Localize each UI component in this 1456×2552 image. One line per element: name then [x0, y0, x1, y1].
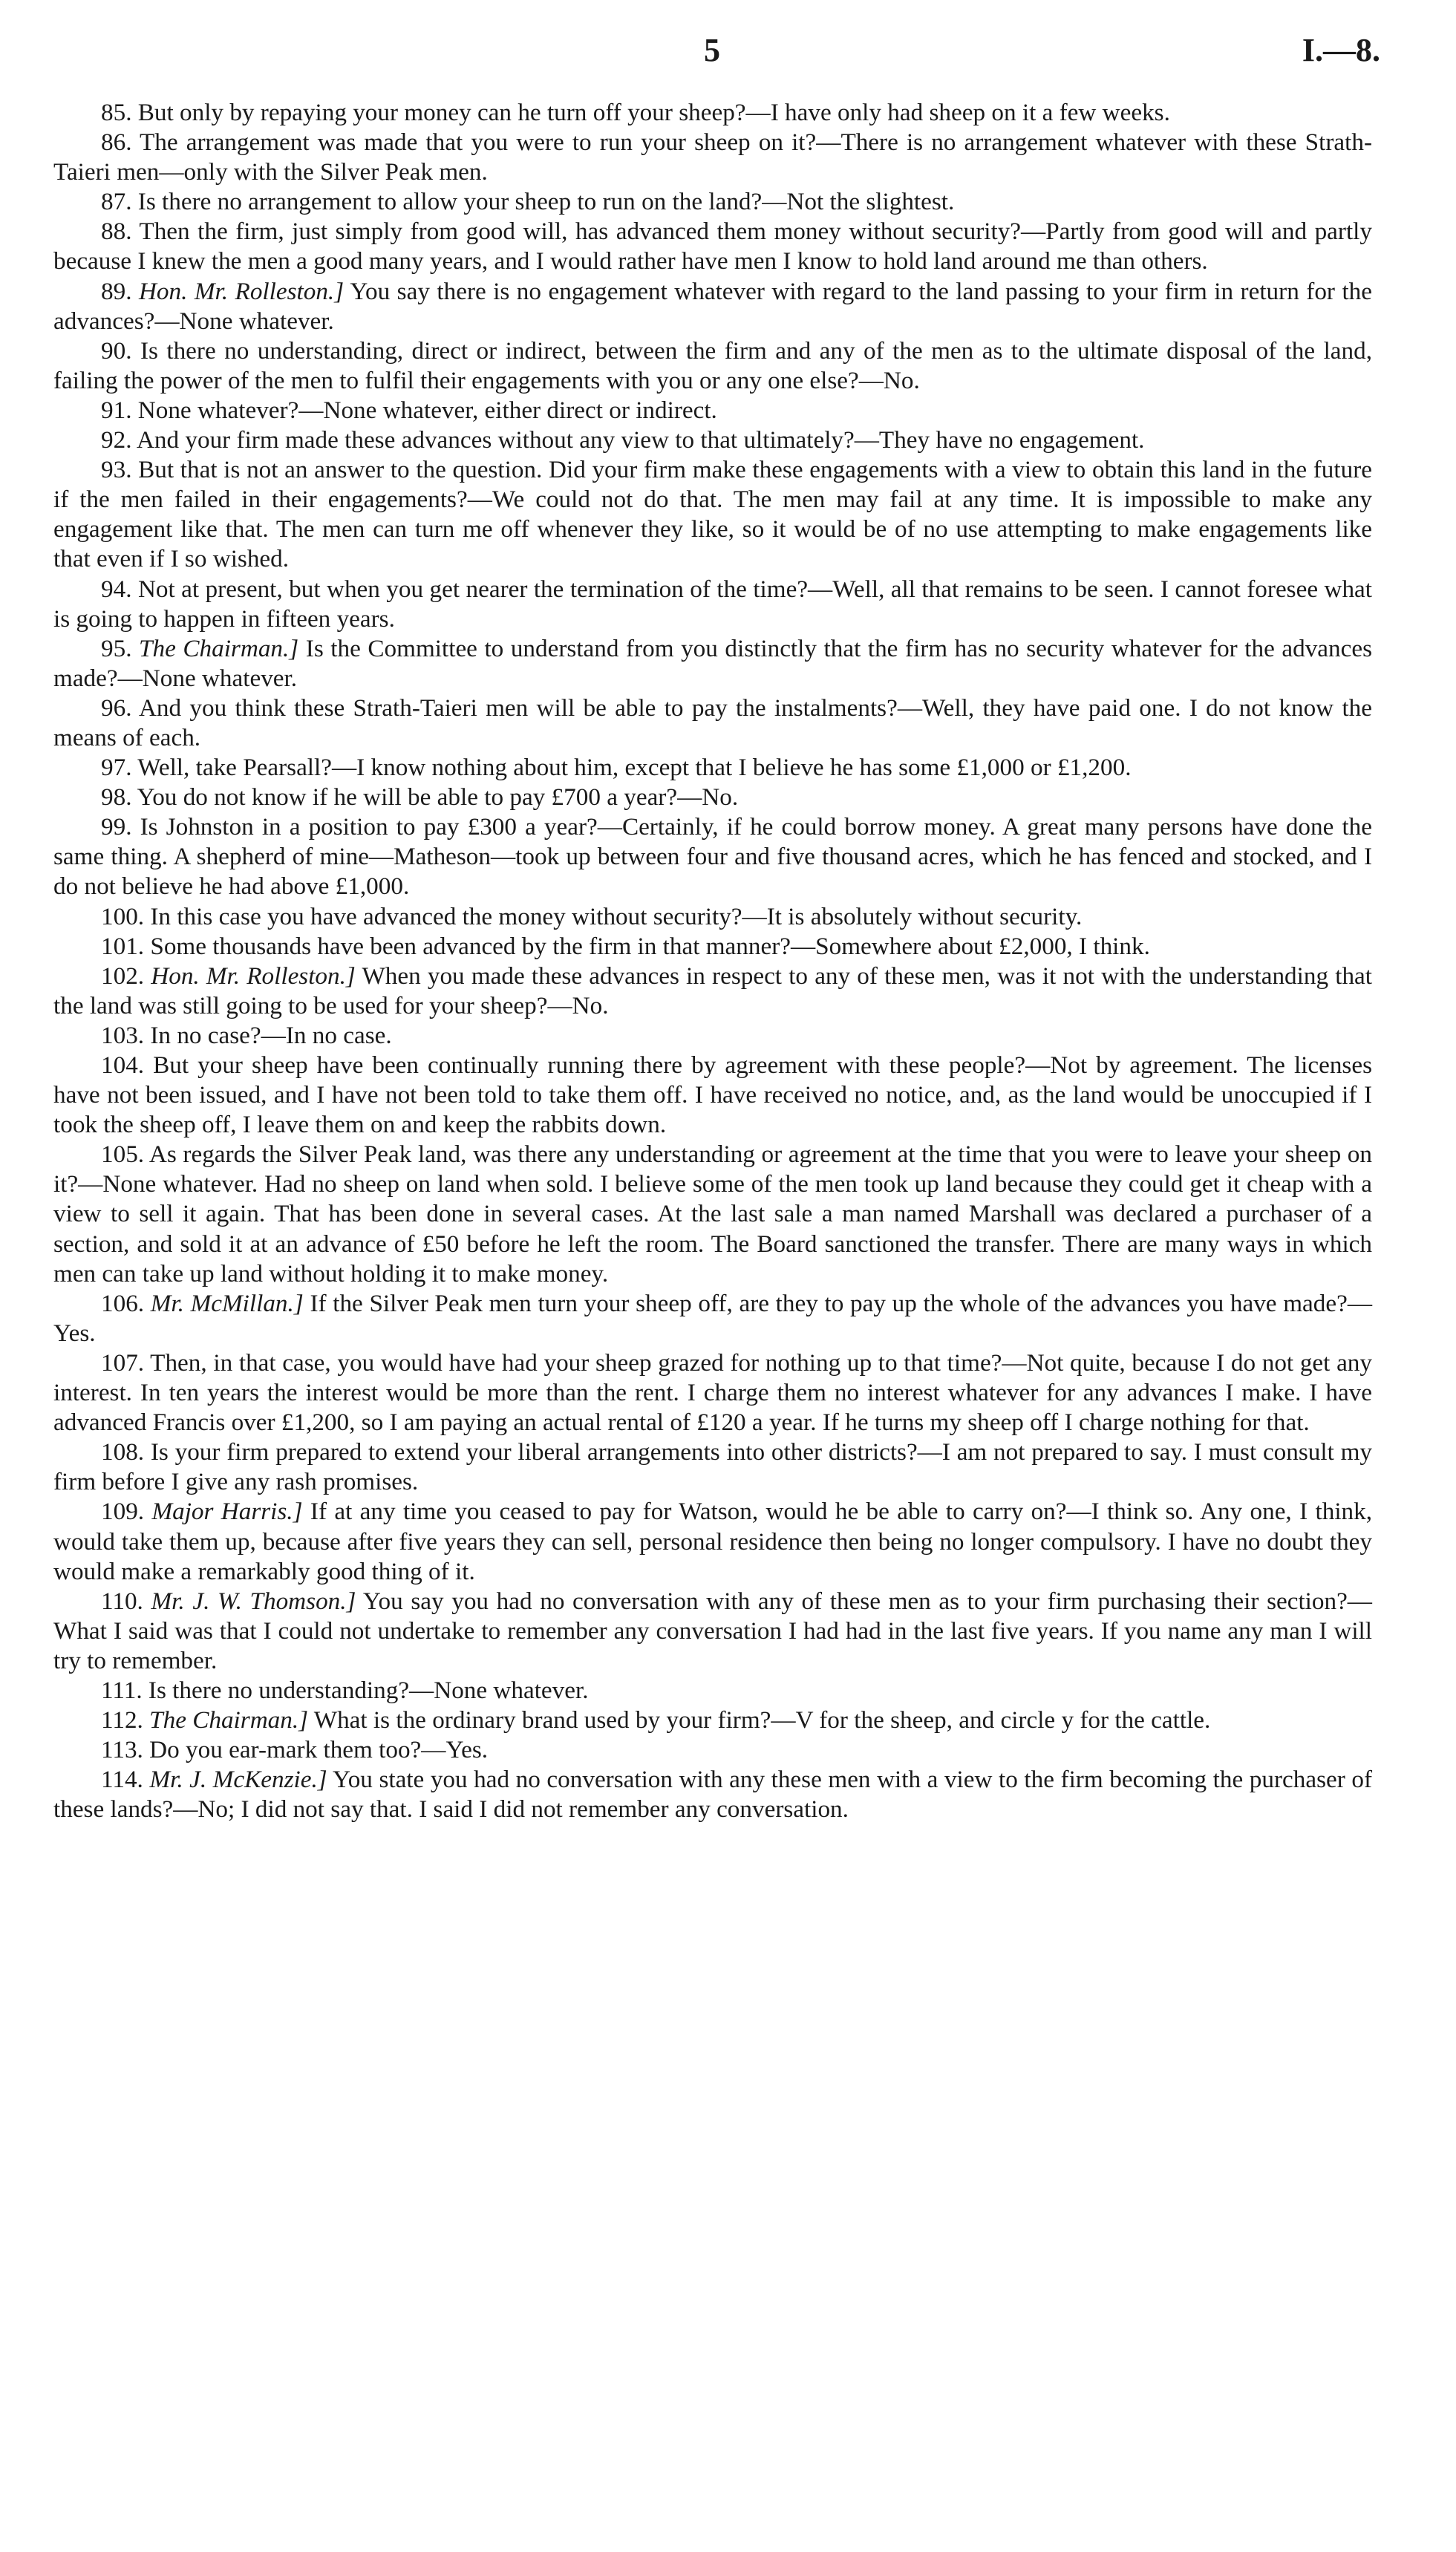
question-paragraph [53, 783, 1372, 812]
question-text: And you think these Strath-Taieri men will be able to pay the instalments?—Well, they have paid one. I do not know the means of each. [53, 694, 1372, 751]
question-text: You say there is no engagement whatever with regard to the land passing to your firm in return for the advances?—None whatever. [53, 277, 1372, 335]
question-text: And your firm made these advances without any view to that ultimately?—They have no engagement. [136, 426, 1145, 454]
question-number: 101. [101, 932, 145, 960]
question-text: Then the firm, just simply from good will, has advanced them money without security?—Partly from good will and partly because I knew the men a good many years, and I would rather have men I know to hold land around me than others. [53, 218, 1372, 275]
question-text: Is the Committee to understand from you distinctly that the firm has no security whatever for the advances made?—None whatever. [53, 634, 1372, 692]
question-paragraph [53, 962, 1372, 1021]
question-number: 86. [101, 128, 132, 157]
question-paragraph [53, 217, 1372, 276]
question-number: 94. [101, 575, 132, 603]
question-text: Some thousands have been advanced by the firm in that manner?—Somewhere about £2,000, I think. [150, 932, 1150, 960]
question-paragraph [53, 575, 1372, 634]
question-number: 95. [101, 634, 132, 662]
document-reference: I.—8. [1302, 32, 1380, 68]
question-text: But only by repaying your money can he turn off your sheep?—I have only had sheep on it a few weeks. [137, 99, 1170, 126]
question-paragraph [53, 98, 1372, 128]
question-paragraph [53, 1497, 1372, 1586]
speaker-name: Mr. J. McKenzie.] [149, 1766, 327, 1794]
question-number: 92. [101, 426, 132, 454]
question-text: Then, in that case, you would have had your sheep grazed for nothing up to that time?—Not quite, because I do not get any interest. In ten years the interest would be more than the rent. I charge them no interest whatever for any advances I make. I have advanced Francis over £1,200, so I am paying an actual rental of £120 a year. If he turns my sheep off I charge nothing for that. [53, 1348, 1372, 1437]
question-text: Do you ear-mark them too?—Yes. [149, 1736, 489, 1764]
question-text: If at any time you ceased to pay for Watson, would he be able to carry on?—I think so. Any one, I think, would take them up, because after five years they can sell, personal residence then being no longer compulsory. I have no doubt they would make a remarkably good thing of it. [53, 1498, 1373, 1585]
question-text: You do not know if he will be able to pay £700 a year?—No. [137, 783, 739, 812]
question-number: 107. [101, 1348, 145, 1377]
question-text: In no case?—In no case. [150, 1021, 392, 1049]
question-text: You state you had no conversation with any these men with a view to the firm becoming the purchaser of these lands?—No; I did not say that. I said I did not remember any conversation. [53, 1766, 1373, 1824]
question-number: 102. [101, 962, 145, 990]
question-number: 98. [101, 783, 132, 812]
question-paragraph [53, 1706, 1372, 1735]
question-number: 108. [101, 1438, 145, 1466]
question-number: 106. [101, 1289, 145, 1317]
question-number: 88. [101, 218, 132, 246]
question-text: Is there no understanding, direct or indirect, between the firm and any of the men as to the ultimate disposal of the land, failing the power of the men to fulfil their engagements with you or any one else?—No. [53, 336, 1372, 394]
speaker-name: The Chairman.] [149, 1706, 309, 1734]
question-number: 110. [101, 1587, 143, 1615]
question-paragraph [53, 1051, 1372, 1140]
question-number: 105. [101, 1140, 145, 1169]
question-text: Not at present, but when you get nearer the termination of the time?—Well, all that remains to be seen. I cannot foresee what is going to happen in fifteen years. [53, 575, 1373, 633]
question-paragraph [53, 1289, 1372, 1348]
question-number: 114. [101, 1766, 143, 1794]
question-paragraph [53, 1765, 1372, 1824]
question-text: Is your firm prepared to extend your liberal arrangements into other districts?—I am not prepared to say. I must consult my firm before I give any rash promises. [53, 1438, 1372, 1496]
question-text: Is there no arrangement to allow your sheep to run on the land?—Not the slightest. [137, 188, 955, 216]
speaker-name: Hon. Mr. Rolleston.] [151, 962, 356, 990]
question-paragraph [53, 812, 1372, 901]
speaker-name: Hon. Mr. Rolleston.] [138, 277, 345, 305]
question-text: In this case you have advanced the money without security?—It is absolutely without security. [150, 902, 1083, 930]
speaker-name: Mr. J. W. Thomson.] [151, 1587, 356, 1615]
question-number: 113. [101, 1736, 143, 1764]
question-text: The arrangement was made that you were to run your sheep on it?—There is no arrangement whatever with these Strath-Taieri men—only with the Silver Peak men. [53, 128, 1372, 186]
question-number: 96. [101, 694, 132, 722]
question-text: You say you had no conversation with any of these men as to your firm purchasing their section?—What I said was that I could not undertake to remember any conversation I had had in the last five years. If you name any man I will try to remember. [53, 1587, 1372, 1674]
question-number: 99. [101, 813, 132, 841]
question-paragraph [53, 1021, 1372, 1051]
question-paragraph [53, 277, 1372, 336]
question-paragraph [53, 1348, 1372, 1437]
question-paragraph [53, 187, 1372, 217]
question-paragraph [53, 1587, 1372, 1676]
question-text: None whatever?—None whatever, either direct or indirect. [137, 396, 717, 424]
question-number: 97. [101, 754, 132, 782]
question-paragraph [53, 1437, 1372, 1497]
question-number: 109. [101, 1498, 145, 1526]
question-number: 112. [101, 1706, 143, 1734]
question-paragraph [53, 128, 1372, 187]
question-number: 89. [101, 277, 132, 305]
question-number: 93. [101, 456, 132, 484]
question-text: Is there no understanding?—None whatever. [148, 1676, 589, 1704]
speaker-name: The Chairman.] [139, 634, 299, 662]
question-text: When you made these advances in respect to any of these men, was it not with the understanding that the land was still going to be used for your sheep?—No. [53, 962, 1373, 1019]
question-text: Is Johnston in a position to pay £300 a year?—Certainly, if he could borrow money. A great many persons have done the same thing. A shepherd of mine—Matheson—took up between four and five thousand acres, which he has fenced and stocked, and I do not believe he had above £1,000. [53, 813, 1373, 901]
question-text: If the Silver Peak men turn your sheep off, are they to pay up the whole of the advances you have made?—Yes. [53, 1289, 1373, 1347]
question-number: 103. [101, 1021, 145, 1049]
question-text: But your sheep have been continually running there by agreement with these people?—Not by agreement. The licenses have not been issued, and I have not been told to take them off. I have received no notice, and, as the land would be unoccupied if I took the sheep off, I leave them on and keep the rabbits down. [53, 1051, 1372, 1139]
question-number: 104. [101, 1051, 145, 1079]
question-text: What is the ordinary brand used by your firm?—V for the sheep, and circle y for the cattle. [313, 1706, 1211, 1734]
question-paragraph [53, 336, 1372, 396]
question-text: Well, take Pearsall?—I know nothing about him, except that I believe he has some £1,000 or £1,200. [137, 754, 1132, 782]
speaker-name: Major Harris.] [151, 1498, 303, 1526]
question-paragraph [53, 753, 1372, 783]
question-text: But that is not an answer to the question. Did your firm make these engagements with a view to obtain this land in the future if the men failed in their engagements?—We could not do that. The men may fail at any time. It is impossible to make any engagement like that. The men can turn me off whenever they like, so it would be of no use attempting to make engagements like that even if I so wished. [53, 456, 1372, 573]
question-paragraph [53, 455, 1372, 574]
question-number: 100. [101, 902, 145, 930]
question-paragraph [53, 1676, 1372, 1706]
question-number: 111. [101, 1676, 143, 1704]
question-paragraph [53, 694, 1372, 753]
question-paragraph [53, 1735, 1372, 1765]
question-number: 90. [101, 336, 132, 365]
question-number: 85. [101, 99, 132, 126]
question-text: As regards the Silver Peak land, was there any understanding or agreement at the time that you were to leave your sheep on it?—None whatever. Had no sheep on land when sold. I believe some of the men took up land because they could get it cheap with a view to sell it again. That has been done in several cases. At the last sale a man named Marshall was declared a purchaser of a section, and sold it at an advance of £50 before he left the room. The Board sanctioned the transfer. There are many ways in which men can take up land without holding it to make money. [53, 1140, 1372, 1288]
question-paragraph [53, 634, 1372, 694]
question-paragraph [53, 932, 1372, 962]
question-number: 91. [101, 396, 132, 424]
question-paragraph [53, 1140, 1372, 1288]
question-paragraph [53, 425, 1372, 455]
page-header [0, 31, 1456, 76]
page-number: 5 [704, 32, 720, 68]
question-paragraph [53, 396, 1372, 425]
speaker-name: Mr. McMillan.] [150, 1289, 304, 1317]
testimony-body [53, 98, 1372, 1824]
question-number: 87. [101, 188, 132, 216]
question-paragraph [53, 902, 1372, 932]
